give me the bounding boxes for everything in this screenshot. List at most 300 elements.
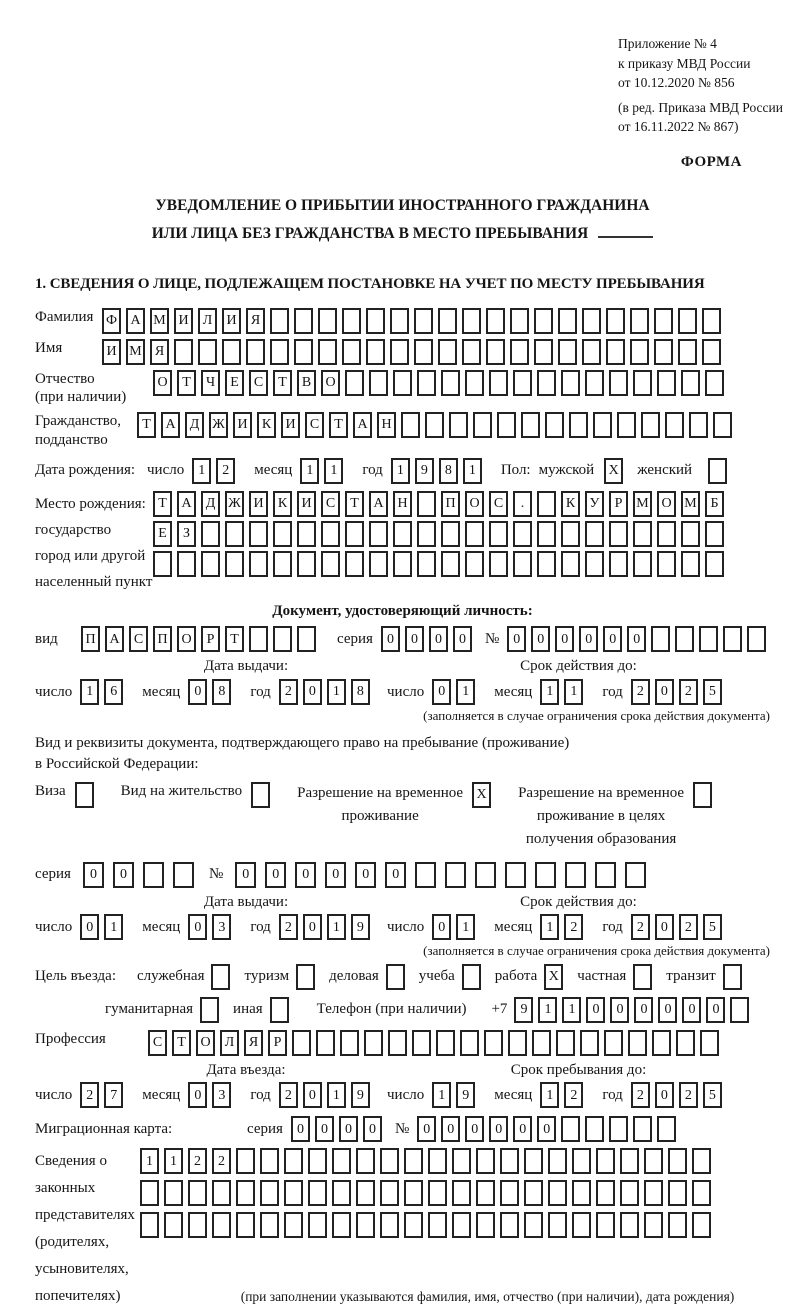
form-cell[interactable]: 0 (83, 862, 104, 888)
form-cell[interactable] (558, 308, 577, 334)
form-cell[interactable]: З (177, 521, 196, 547)
form-cell[interactable]: . (513, 491, 532, 517)
form-cell[interactable] (225, 521, 244, 547)
form-cell[interactable]: 0 (537, 1116, 556, 1142)
form-cell[interactable] (572, 1212, 591, 1238)
form-cell[interactable] (476, 1212, 495, 1238)
form-cell[interactable]: И (281, 412, 300, 438)
form-cell[interactable]: 0 (555, 626, 574, 652)
form-cell[interactable] (500, 1212, 519, 1238)
form-cell[interactable]: 0 (303, 1082, 322, 1108)
form-cell[interactable]: Т (329, 412, 348, 438)
form-cell[interactable] (651, 626, 670, 652)
form-cell[interactable]: 0 (339, 1116, 358, 1142)
form-cell[interactable] (292, 1030, 311, 1056)
form-cell[interactable]: 0 (188, 914, 207, 940)
form-cell[interactable] (417, 521, 436, 547)
form-cell[interactable]: 2 (631, 914, 650, 940)
form-cell[interactable] (524, 1148, 543, 1174)
form-cell[interactable] (393, 370, 412, 396)
form-cell[interactable]: Я (246, 308, 265, 334)
form-cell[interactable] (246, 339, 265, 365)
form-cell[interactable] (585, 551, 604, 577)
form-cell[interactable]: О (465, 491, 484, 517)
form-cell[interactable]: П (441, 491, 460, 517)
form-cell[interactable]: 8 (351, 679, 370, 705)
form-cell[interactable]: 1 (540, 679, 559, 705)
form-cell[interactable] (342, 308, 361, 334)
form-cell[interactable]: 2 (188, 1148, 207, 1174)
form-cell[interactable]: 0 (531, 626, 550, 652)
form-cell[interactable]: Р (268, 1030, 287, 1056)
form-cell[interactable] (428, 1180, 447, 1206)
form-cell[interactable] (678, 308, 697, 334)
form-cell[interactable] (548, 1180, 567, 1206)
form-cell[interactable] (657, 1116, 676, 1142)
form-cell[interactable] (201, 521, 220, 547)
form-cell[interactable] (628, 1030, 647, 1056)
form-cell[interactable] (723, 626, 742, 652)
form-cell[interactable] (415, 862, 436, 888)
form-cell[interactable]: Р (201, 626, 220, 652)
form-cell[interactable] (388, 1030, 407, 1056)
form-cell[interactable]: 2 (564, 1082, 583, 1108)
form-cell[interactable]: 9 (456, 1082, 475, 1108)
form-cell[interactable]: 1 (456, 914, 475, 940)
form-cell[interactable]: М (633, 491, 652, 517)
form-cell[interactable] (356, 1148, 375, 1174)
form-cell[interactable] (585, 521, 604, 547)
form-cell[interactable] (345, 370, 364, 396)
form-cell[interactable] (585, 370, 604, 396)
form-cell[interactable] (654, 339, 673, 365)
form-cell[interactable]: 0 (303, 914, 322, 940)
form-cell[interactable] (294, 308, 313, 334)
form-cell[interactable]: 0 (706, 997, 725, 1023)
form-cell[interactable]: С (489, 491, 508, 517)
form-cell[interactable]: Д (185, 412, 204, 438)
form-cell[interactable] (692, 1180, 711, 1206)
temp-permit-checkbox[interactable]: X (472, 782, 491, 808)
form-cell[interactable] (249, 626, 268, 652)
form-cell[interactable] (438, 308, 457, 334)
form-cell[interactable] (452, 1212, 471, 1238)
form-cell[interactable]: Я (244, 1030, 263, 1056)
form-cell[interactable] (294, 339, 313, 365)
form-cell[interactable]: 2 (679, 1082, 698, 1108)
form-cell[interactable] (582, 339, 601, 365)
form-cell[interactable] (249, 521, 268, 547)
form-cell[interactable] (380, 1180, 399, 1206)
form-cell[interactable] (452, 1180, 471, 1206)
form-cell[interactable] (513, 551, 532, 577)
form-cell[interactable] (445, 862, 466, 888)
form-cell[interactable]: 0 (188, 1082, 207, 1108)
form-cell[interactable]: О (196, 1030, 215, 1056)
form-cell[interactable]: 0 (429, 626, 448, 652)
form-cell[interactable] (692, 1148, 711, 1174)
form-cell[interactable]: 2 (631, 679, 650, 705)
form-cell[interactable] (236, 1212, 255, 1238)
form-cell[interactable] (412, 1030, 431, 1056)
form-cell[interactable] (689, 412, 708, 438)
form-cell[interactable]: И (233, 412, 252, 438)
form-cell[interactable]: 0 (603, 626, 622, 652)
form-cell[interactable]: 1 (327, 914, 346, 940)
form-cell[interactable]: Т (177, 370, 196, 396)
form-cell[interactable] (572, 1180, 591, 1206)
form-cell[interactable] (260, 1148, 279, 1174)
form-cell[interactable] (532, 1030, 551, 1056)
form-cell[interactable]: 1 (538, 997, 557, 1023)
form-cell[interactable] (390, 308, 409, 334)
form-cell[interactable]: 0 (627, 626, 646, 652)
purpose-business-checkbox[interactable] (386, 964, 405, 990)
form-cell[interactable]: 0 (188, 679, 207, 705)
form-cell[interactable] (465, 551, 484, 577)
form-cell[interactable]: В (297, 370, 316, 396)
form-cell[interactable] (414, 339, 433, 365)
form-cell[interactable] (273, 626, 292, 652)
form-cell[interactable] (657, 370, 676, 396)
form-cell[interactable] (702, 339, 721, 365)
form-cell[interactable] (500, 1148, 519, 1174)
form-cell[interactable]: 1 (463, 458, 482, 484)
form-cell[interactable] (524, 1180, 543, 1206)
form-cell[interactable] (380, 1148, 399, 1174)
form-cell[interactable] (212, 1212, 231, 1238)
form-cell[interactable] (260, 1212, 279, 1238)
form-cell[interactable]: О (177, 626, 196, 652)
form-cell[interactable]: 0 (465, 1116, 484, 1142)
form-cell[interactable] (705, 370, 724, 396)
form-cell[interactable]: О (321, 370, 340, 396)
form-cell[interactable] (318, 339, 337, 365)
form-cell[interactable] (700, 1030, 719, 1056)
edu-permit-checkbox[interactable] (693, 782, 712, 808)
form-cell[interactable] (273, 521, 292, 547)
form-cell[interactable]: 0 (235, 862, 256, 888)
form-cell[interactable]: 0 (432, 679, 451, 705)
form-cell[interactable]: 0 (355, 862, 376, 888)
form-cell[interactable]: П (81, 626, 100, 652)
form-cell[interactable] (404, 1148, 423, 1174)
form-cell[interactable] (652, 1030, 671, 1056)
form-cell[interactable] (644, 1180, 663, 1206)
purpose-study-checkbox[interactable] (462, 964, 481, 990)
form-cell[interactable] (188, 1180, 207, 1206)
form-cell[interactable]: Р (609, 491, 628, 517)
form-cell[interactable] (284, 1212, 303, 1238)
form-cell[interactable] (620, 1180, 639, 1206)
form-cell[interactable]: Л (220, 1030, 239, 1056)
form-cell[interactable]: 5 (703, 1082, 722, 1108)
form-cell[interactable]: 0 (291, 1116, 310, 1142)
form-cell[interactable]: 1 (564, 679, 583, 705)
form-cell[interactable]: И (222, 308, 241, 334)
form-cell[interactable] (620, 1148, 639, 1174)
form-cell[interactable]: 0 (295, 862, 316, 888)
form-cell[interactable]: 0 (385, 862, 406, 888)
form-cell[interactable] (476, 1148, 495, 1174)
form-cell[interactable] (414, 308, 433, 334)
form-cell[interactable] (513, 370, 532, 396)
form-cell[interactable] (369, 370, 388, 396)
form-cell[interactable] (569, 412, 588, 438)
form-cell[interactable] (561, 551, 580, 577)
form-cell[interactable] (164, 1180, 183, 1206)
form-cell[interactable] (545, 412, 564, 438)
form-cell[interactable]: А (105, 626, 124, 652)
form-cell[interactable] (676, 1030, 695, 1056)
form-cell[interactable]: Ж (225, 491, 244, 517)
form-cell[interactable] (428, 1212, 447, 1238)
form-cell[interactable]: Ф (102, 308, 121, 334)
form-cell[interactable]: М (126, 339, 145, 365)
form-cell[interactable] (390, 339, 409, 365)
form-cell[interactable]: 1 (327, 1082, 346, 1108)
form-cell[interactable] (681, 551, 700, 577)
form-cell[interactable] (321, 551, 340, 577)
form-cell[interactable] (212, 1180, 231, 1206)
form-cell[interactable] (164, 1212, 183, 1238)
form-cell[interactable]: 0 (303, 679, 322, 705)
form-cell[interactable] (508, 1030, 527, 1056)
form-cell[interactable] (572, 1148, 591, 1174)
form-cell[interactable] (548, 1148, 567, 1174)
form-cell[interactable] (486, 339, 505, 365)
form-cell[interactable] (401, 412, 420, 438)
form-cell[interactable] (366, 308, 385, 334)
form-cell[interactable] (681, 370, 700, 396)
form-cell[interactable]: 0 (381, 626, 400, 652)
form-cell[interactable]: 1 (327, 679, 346, 705)
form-cell[interactable] (633, 370, 652, 396)
form-cell[interactable] (473, 412, 492, 438)
form-cell[interactable]: И (297, 491, 316, 517)
form-cell[interactable] (222, 339, 241, 365)
form-cell[interactable]: 2 (279, 914, 298, 940)
form-cell[interactable] (297, 626, 316, 652)
form-cell[interactable] (441, 370, 460, 396)
form-cell[interactable]: 3 (212, 914, 231, 940)
form-cell[interactable] (644, 1148, 663, 1174)
form-cell[interactable] (484, 1030, 503, 1056)
form-cell[interactable]: 2 (631, 1082, 650, 1108)
sex-male-checkbox[interactable]: X (604, 458, 623, 484)
form-cell[interactable] (534, 308, 553, 334)
form-cell[interactable]: 2 (80, 1082, 99, 1108)
form-cell[interactable] (236, 1180, 255, 1206)
form-cell[interactable]: К (257, 412, 276, 438)
form-cell[interactable]: Ч (201, 370, 220, 396)
form-cell[interactable] (556, 1030, 575, 1056)
form-cell[interactable]: 0 (579, 626, 598, 652)
form-cell[interactable] (143, 862, 164, 888)
form-cell[interactable] (609, 370, 628, 396)
form-cell[interactable] (657, 551, 676, 577)
form-cell[interactable] (534, 339, 553, 365)
form-cell[interactable] (438, 339, 457, 365)
form-cell[interactable] (318, 308, 337, 334)
form-cell[interactable] (316, 1030, 335, 1056)
form-cell[interactable] (489, 521, 508, 547)
form-cell[interactable]: 3 (212, 1082, 231, 1108)
form-cell[interactable]: С (305, 412, 324, 438)
sex-female-checkbox[interactable] (708, 458, 727, 484)
form-cell[interactable]: Л (198, 308, 217, 334)
form-cell[interactable] (537, 551, 556, 577)
form-cell[interactable] (537, 521, 556, 547)
form-cell[interactable] (705, 521, 724, 547)
form-cell[interactable] (284, 1148, 303, 1174)
form-cell[interactable] (625, 862, 646, 888)
form-cell[interactable] (462, 339, 481, 365)
form-cell[interactable] (596, 1180, 615, 1206)
form-cell[interactable] (548, 1212, 567, 1238)
form-cell[interactable] (404, 1180, 423, 1206)
form-cell[interactable]: 2 (212, 1148, 231, 1174)
form-cell[interactable] (558, 339, 577, 365)
form-cell[interactable] (308, 1180, 327, 1206)
form-cell[interactable]: 1 (104, 914, 123, 940)
form-cell[interactable] (595, 862, 616, 888)
form-cell[interactable]: Т (225, 626, 244, 652)
form-cell[interactable]: 5 (703, 679, 722, 705)
form-cell[interactable] (730, 997, 749, 1023)
visa-checkbox[interactable] (75, 782, 94, 808)
form-cell[interactable] (332, 1148, 351, 1174)
form-cell[interactable] (332, 1180, 351, 1206)
form-cell[interactable] (449, 412, 468, 438)
form-cell[interactable] (345, 521, 364, 547)
form-cell[interactable]: 1 (540, 1082, 559, 1108)
form-cell[interactable] (633, 551, 652, 577)
form-cell[interactable]: 2 (216, 458, 235, 484)
form-cell[interactable] (476, 1180, 495, 1206)
form-cell[interactable] (585, 1116, 604, 1142)
form-cell[interactable]: 2 (279, 1082, 298, 1108)
form-cell[interactable]: Н (393, 491, 412, 517)
form-cell[interactable] (140, 1212, 159, 1238)
form-cell[interactable]: 5 (703, 914, 722, 940)
form-cell[interactable] (417, 370, 436, 396)
form-cell[interactable] (425, 412, 444, 438)
form-cell[interactable] (713, 412, 732, 438)
form-cell[interactable] (692, 1212, 711, 1238)
form-cell[interactable] (644, 1212, 663, 1238)
form-cell[interactable] (747, 626, 766, 652)
form-cell[interactable]: С (129, 626, 148, 652)
form-cell[interactable] (321, 521, 340, 547)
form-cell[interactable] (500, 1180, 519, 1206)
form-cell[interactable] (604, 1030, 623, 1056)
form-cell[interactable] (273, 551, 292, 577)
form-cell[interactable]: К (273, 491, 292, 517)
form-cell[interactable] (620, 1212, 639, 1238)
purpose-transit-checkbox[interactable] (723, 964, 742, 990)
form-cell[interactable] (441, 551, 460, 577)
form-cell[interactable] (582, 308, 601, 334)
form-cell[interactable]: 0 (453, 626, 472, 652)
form-cell[interactable]: 2 (279, 679, 298, 705)
form-cell[interactable]: 0 (405, 626, 424, 652)
form-cell[interactable] (668, 1212, 687, 1238)
form-cell[interactable] (236, 1148, 255, 1174)
form-cell[interactable] (249, 551, 268, 577)
form-cell[interactable] (140, 1180, 159, 1206)
form-cell[interactable]: Н (377, 412, 396, 438)
form-cell[interactable] (665, 412, 684, 438)
form-cell[interactable]: И (249, 491, 268, 517)
form-cell[interactable] (356, 1180, 375, 1206)
form-cell[interactable]: О (657, 491, 676, 517)
form-cell[interactable] (609, 1116, 628, 1142)
form-cell[interactable]: С (148, 1030, 167, 1056)
form-cell[interactable]: 1 (540, 914, 559, 940)
form-cell[interactable] (510, 339, 529, 365)
form-cell[interactable] (436, 1030, 455, 1056)
form-cell[interactable] (428, 1148, 447, 1174)
form-cell[interactable]: 0 (513, 1116, 532, 1142)
form-cell[interactable] (681, 521, 700, 547)
form-cell[interactable]: 0 (441, 1116, 460, 1142)
form-cell[interactable]: А (353, 412, 372, 438)
form-cell[interactable] (497, 412, 516, 438)
form-cell[interactable]: 2 (679, 679, 698, 705)
form-cell[interactable]: С (249, 370, 268, 396)
form-cell[interactable] (174, 339, 193, 365)
form-cell[interactable] (537, 491, 556, 517)
form-cell[interactable]: 0 (610, 997, 629, 1023)
form-cell[interactable]: 0 (432, 914, 451, 940)
form-cell[interactable]: 0 (265, 862, 286, 888)
form-cell[interactable]: Е (153, 521, 172, 547)
purpose-other-checkbox[interactable] (270, 997, 289, 1023)
form-cell[interactable]: А (161, 412, 180, 438)
form-cell[interactable] (342, 339, 361, 365)
form-cell[interactable] (173, 862, 194, 888)
form-cell[interactable]: 0 (315, 1116, 334, 1142)
form-cell[interactable] (404, 1212, 423, 1238)
form-cell[interactable]: А (369, 491, 388, 517)
form-cell[interactable] (489, 370, 508, 396)
form-cell[interactable]: 0 (655, 679, 674, 705)
form-cell[interactable] (535, 862, 556, 888)
form-cell[interactable] (308, 1212, 327, 1238)
form-cell[interactable] (345, 551, 364, 577)
form-cell[interactable] (297, 551, 316, 577)
form-cell[interactable] (177, 551, 196, 577)
form-cell[interactable] (297, 521, 316, 547)
form-cell[interactable] (521, 412, 540, 438)
form-cell[interactable] (489, 551, 508, 577)
form-cell[interactable] (308, 1148, 327, 1174)
form-cell[interactable] (630, 339, 649, 365)
form-cell[interactable] (465, 370, 484, 396)
purpose-humanitarian-checkbox[interactable] (200, 997, 219, 1023)
form-cell[interactable]: 0 (658, 997, 677, 1023)
form-cell[interactable] (702, 308, 721, 334)
form-cell[interactable]: 1 (456, 679, 475, 705)
form-cell[interactable]: 0 (417, 1116, 436, 1142)
form-cell[interactable] (537, 370, 556, 396)
form-cell[interactable] (505, 862, 526, 888)
form-cell[interactable]: 0 (489, 1116, 508, 1142)
form-cell[interactable]: 0 (113, 862, 134, 888)
form-cell[interactable]: 6 (104, 679, 123, 705)
form-cell[interactable] (657, 521, 676, 547)
